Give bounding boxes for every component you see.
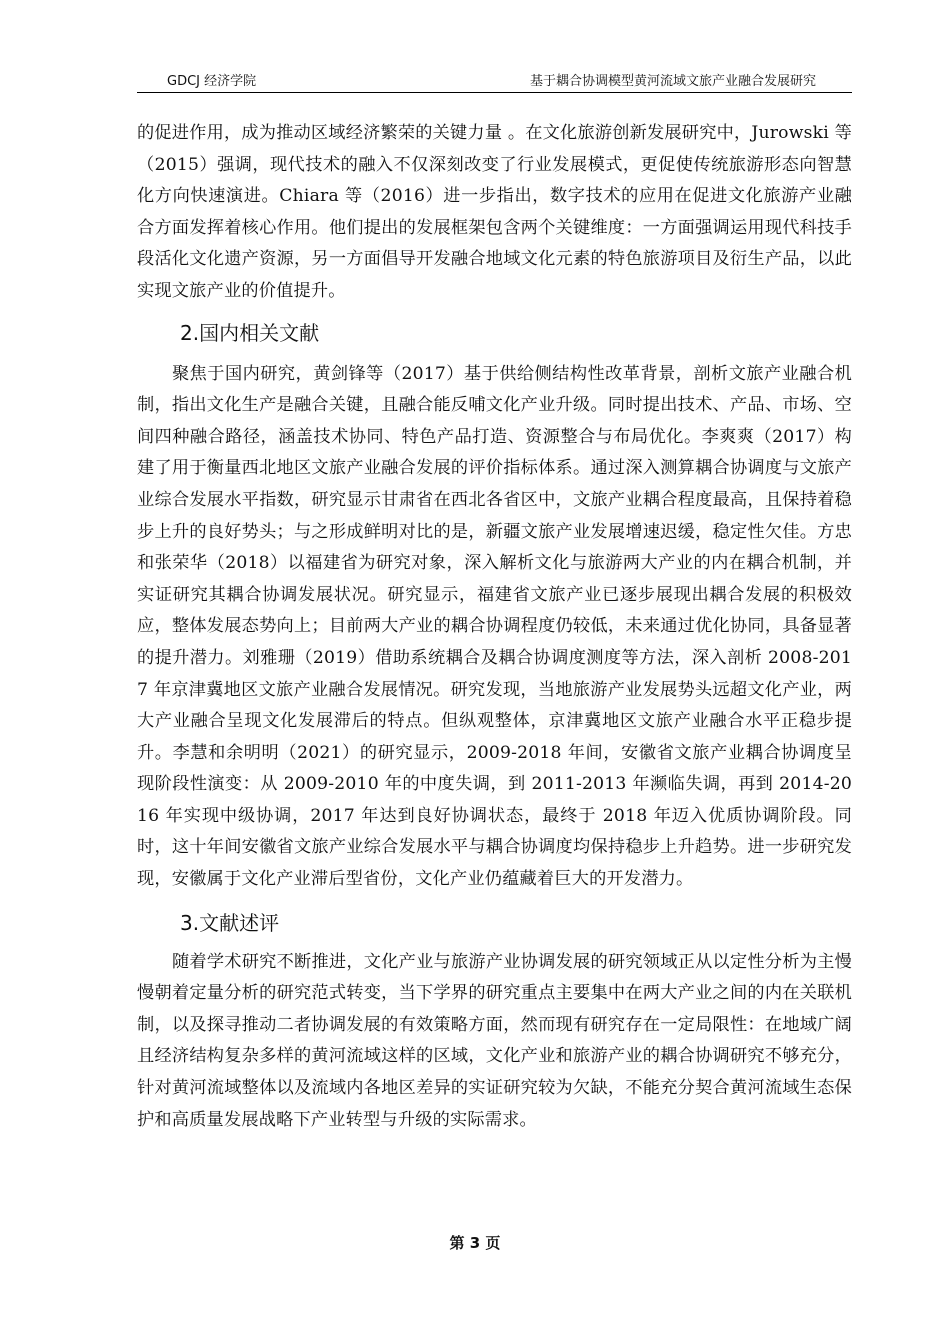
- intro-paragraph: 的促进作用，成为推动区域经济繁荣的关键力量 。在文化旅游创新发展研究中，Jurowski 等（2015）强调，现代技术的融入不仅深刻改变了行业发展模式，更促使传统旅游形态向智慧化方向快速演进。Chiara 等（2016）进一步指出，数字技术的应用在促进文化旅游产业融合方面发挥着核心作用。他们提出的发展框架包含两个关键维度：一方面强调运用现代科技手段活化文化遗产资源，另一方面倡导开发融合地域文化元素的特色旅游项目及衍生产品，以此实现文旅产业的价值提升。: [137, 123, 852, 301]
- page-body: [137, 118, 852, 1136]
- section-heading-literature-review: 3.文献述评: [180, 910, 280, 935]
- page-header: [137, 66, 852, 93]
- domestic-literature-paragraph: 聚焦于国内研究，黄剑锋等（2017）基于供给侧结构性改革背景，剖析文旅产业融合机制，指出文化生产是融合关键，且融合能反哺文化产业升级。同时提出技术、产品、市场、空间四种融合路径，涵盖技术协同、特色产品打造、资源整合与布局优化。李爽爽（2017）构建了用于衡量西北地区文旅产业融合发展的评价指标体系。通过深入测算耦合协调度与文旅产业综合发展水平指数，研究显示甘肃省在西北各省区中，文旅产业耦合程度最高，且保持着稳步上升的良好势头；与之形成鲜明对比的是，新疆文旅产业发展增速迟缓，稳定性欠佳。方忠和张荣华（2018）以福建省为研究对象，深入解析文化与旅游两大产业的内在耦合机制，并实证研究其耦合协调发展状况。研究显示，福建省文旅产业已逐步展现出耦合发展的积极效应，整体发展态势向上；目前两大产业的耦合协调程度仍较低，未来通过优化协同，具备显著的提升潜力。刘雅珊（2019）借助系统耦合及耦合协调度测度等方法，深入剖析 2008-2017 年京津冀地区文旅产业融合发展情况。研究发现，当地旅游产业发展势头远超文化产业，两大产业融合呈现文化发展滞后的特点。但纵观整体，京津冀地区文旅产业融合水平正稳步提升。李慧和余明明（2021）的研究显示，2009-2018 年间，安徽省文旅产业耦合协调度呈现阶段性演变：从 2009-2010 年的中度失调，到 2011-2013 年濒临失调，再到 2014-2016 年实现中级协调，2017 年达到良好协调状态，最终于 2018 年迈入优质协调阶段。同时，这十年间安徽省文旅产业综合发展水平与耦合协调度均保持稳步上升趋势。进一步研究发现，安徽属于文化产业滞后型省份，文化产业仍蕴藏着巨大的开发潜力。: [137, 363, 852, 890]
- header-paper-title: 基于耦合协调模型黄河流域文旅产业融合发展研究: [529, 74, 816, 89]
- section-heading-domestic-literature: 2.国内相关文献: [180, 320, 320, 345]
- header-school-name: GDCJ 经济学院: [167, 74, 257, 89]
- literature-review-paragraph: 随着学术研究不断推进，文化产业与旅游产业协调发展的研究领域正从以定性分析为主慢慢朝着定量分析的研究范式转变，当下学界的研究重点主要集中在两大产业之间的内在关联机制，以及探寻推动二者协调发展的有效策略方面，然而现有研究存在一定局限性：在地域广阔且经济结构复杂多样的黄河流域这样的区域，文化产业和旅游产业的耦合协调研究不够充分，针对黄河流域整体以及流域内各地区差异的实证研究较为欠缺，不能充分契合黄河流域生态保护和高质量发展战略下产业转型与升级的实际需求。: [137, 951, 852, 1130]
- page-number: 第 3 页: [449, 1234, 501, 1252]
